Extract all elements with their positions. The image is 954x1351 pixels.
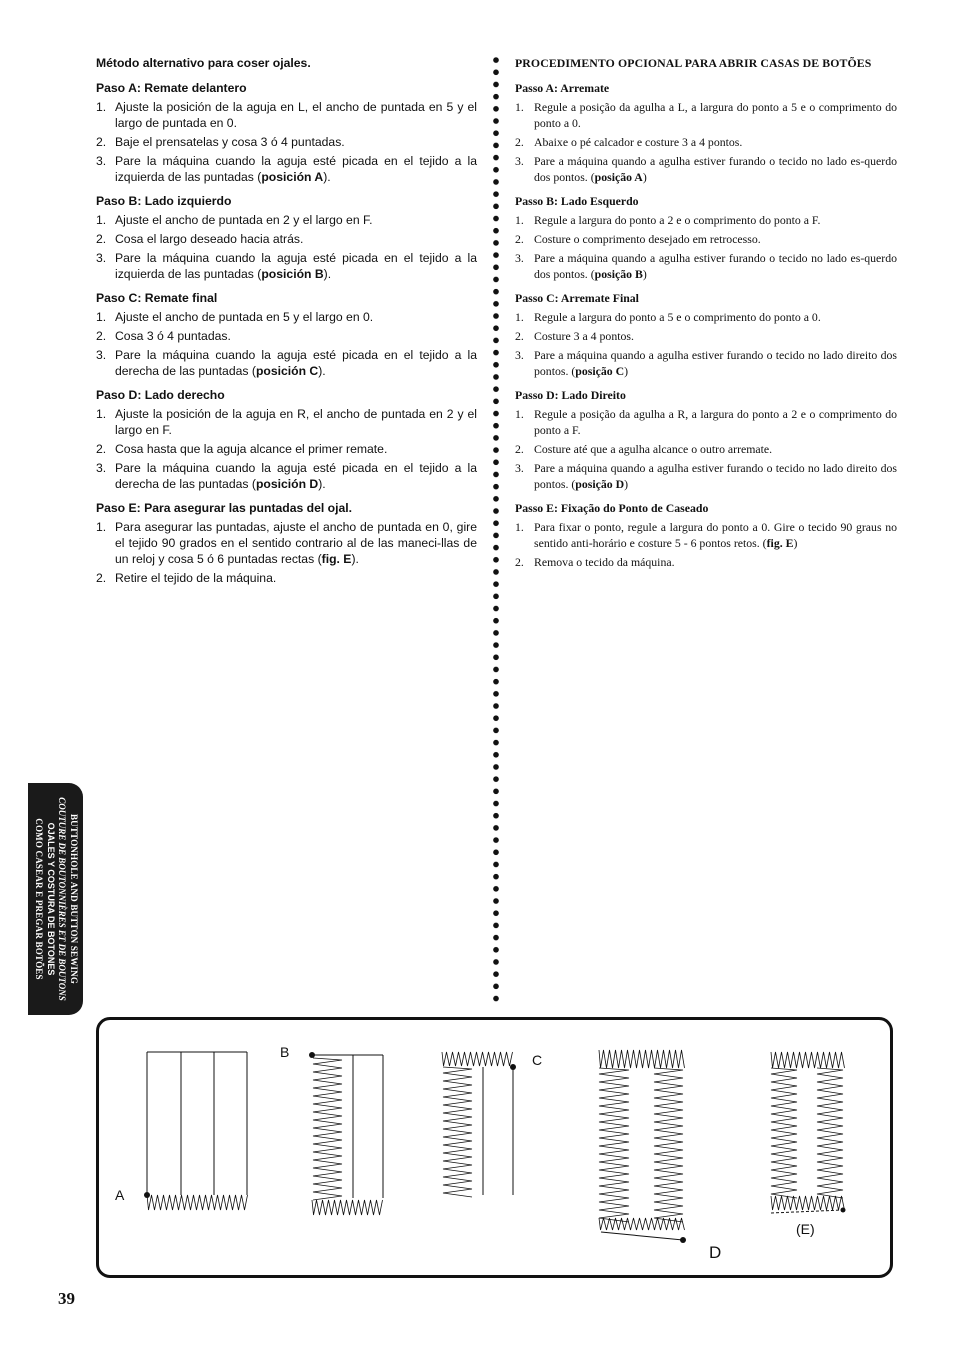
portuguese-column <box>515 55 897 578</box>
portuguese-step-item: 2. Remova o tecido da máquina. <box>515 555 675 569</box>
spanish-step-item: 2. Cosa 3 ó 4 puntadas. <box>96 329 231 343</box>
spanish-step-list <box>96 309 477 379</box>
portuguese-step-item: 2. Costure 3 a 4 pontos. <box>515 329 634 343</box>
column-divider <box>491 54 501 1004</box>
portuguese-step-item: 3. Pare a máquina quando a agulha estiver furando o tecido no lado direito dos pontos. (posição C) <box>515 348 897 378</box>
item-number: 1. <box>96 310 107 324</box>
buttonhole-figure <box>96 1017 893 1278</box>
portuguese-step <box>515 80 897 185</box>
position-reference: posição A <box>594 170 643 184</box>
position-reference: posição D <box>575 477 625 491</box>
portuguese-step-list <box>515 406 897 492</box>
portuguese-step-item: 1. Regule a largura do ponto a 2 e o comprimento do ponto a F. <box>515 213 821 227</box>
item-number: 1. <box>515 520 524 534</box>
figure-e <box>771 1052 845 1213</box>
item-number: 1. <box>515 100 524 114</box>
portuguese-step <box>515 500 897 570</box>
item-number: 3. <box>96 154 107 168</box>
item-number: 1. <box>96 100 107 114</box>
item-number: 1. <box>96 213 107 227</box>
side-tab-spanish: OJALES Y COSTURA DE BOTONES <box>45 822 56 976</box>
point-e-marker <box>841 1208 846 1213</box>
item-number: 2. <box>515 442 524 456</box>
portuguese-step <box>515 193 897 282</box>
portuguese-step-item: 3. Pare a máquina quando a agulha estiver furando o tecido no lado es-querdo dos pontos. (posição A) <box>515 154 897 184</box>
position-reference: posición A <box>261 170 324 184</box>
item-number: 2. <box>515 232 524 246</box>
portuguese-step-title: Passo D: Lado Direito <box>515 388 626 402</box>
spanish-step-item: 3. Pare la máquina cuando la aguja esté picada en el tejido a la derecha de las puntadas (posición C). <box>96 348 477 378</box>
spanish-step <box>96 290 477 379</box>
spanish-step-title: Paso A: Remate delantero <box>96 81 247 95</box>
portuguese-step-list <box>515 519 897 570</box>
spanish-column <box>96 55 477 594</box>
portuguese-steps <box>515 80 897 570</box>
portuguese-step-item: 1. Regule a posição da agulha a R, a largura do ponto a 2 e o comprimento do ponto a F. <box>515 407 897 437</box>
item-number: 2. <box>96 232 107 246</box>
portuguese-step <box>515 387 897 492</box>
item-number: 1. <box>515 310 524 324</box>
spanish-step <box>96 193 477 282</box>
spanish-step-item: 3. Pare la máquina cuando la aguja esté picada en el tejido a la izquierda de las puntadas (posición B). <box>96 251 477 281</box>
item-number: 2. <box>515 135 524 149</box>
position-reference: fig. E <box>766 536 794 550</box>
position-reference: posición B <box>261 267 324 281</box>
spanish-step-title: Paso D: Lado derecho <box>96 388 225 402</box>
item-number: 3. <box>515 154 524 168</box>
side-tab-text <box>33 788 79 1010</box>
spanish-step-item: 2. Cosa el largo deseado hacia atrás. <box>96 232 304 246</box>
side-tab-portuguese: COMO CASEAR E PREGAR BOTÕES <box>34 818 44 980</box>
label-b: B <box>280 1044 290 1060</box>
spanish-step-item: 3. Pare la máquina cuando la aguja esté picada en el tejido a la izquierda de las puntadas (posición A). <box>96 154 477 184</box>
figure-c-stitches <box>442 1052 513 1197</box>
item-number: 3. <box>515 348 524 362</box>
figure-d <box>599 1050 685 1240</box>
item-number: 3. <box>96 348 107 362</box>
item-number: 3. <box>515 461 524 475</box>
position-reference: posición C <box>255 364 319 378</box>
spanish-step-item: 1. Ajuste el ancho de puntada en 5 y el largo en 0. <box>96 310 374 324</box>
spanish-step-list <box>96 519 477 586</box>
spanish-title: Método alternativo para coser ojales. <box>96 56 311 70</box>
portuguese-step-title: Passo E: Fixação do Ponto de Caseado <box>515 501 709 515</box>
portuguese-step-item: 3. Pare a máquina quando a agulha estiver furando o tecido no lado es-querdo dos pontos. (posição B) <box>515 251 897 281</box>
side-tab-french: COUTURE DE BOUTONNIÈRES ET DE BOUTONS <box>57 797 67 1001</box>
spanish-step-item: 3. Pare la máquina cuando la aguja esté picada en el tejido a la derecha de las puntadas (posición D). <box>96 461 477 491</box>
item-number: 3. <box>96 461 107 475</box>
item-number: 2. <box>96 329 107 343</box>
figure-a-remate <box>147 1195 248 1210</box>
position-reference: fig. E <box>321 552 352 566</box>
figure-b <box>312 1055 383 1215</box>
portuguese-step-title: Passo A: Arremate <box>515 81 610 95</box>
spanish-step-list <box>96 406 477 492</box>
item-number: 1. <box>96 407 107 421</box>
figure-d-stitches <box>599 1050 685 1230</box>
portuguese-step <box>515 290 897 379</box>
section-side-tab <box>28 783 83 1015</box>
portuguese-step-item: 1. Regule a largura do ponto a 5 e o comprimento do ponto a 0. <box>515 310 821 324</box>
spanish-step-item: 2. Retire el tejido de la máquina. <box>96 571 277 585</box>
spanish-step-title: Paso C: Remate final <box>96 291 218 305</box>
spanish-steps <box>96 80 477 586</box>
portuguese-step-title: Passo C: Arremate Final <box>515 291 639 305</box>
spanish-step <box>96 387 477 492</box>
item-number: 2. <box>96 135 107 149</box>
item-number: 2. <box>96 571 107 585</box>
portuguese-step-list <box>515 309 897 379</box>
portuguese-step-item: 2. Costure o comprimento desejado em retrocesso. <box>515 232 761 246</box>
spanish-step-item: 2. Cosa hasta que la aguja alcance el primer remate. <box>96 442 388 456</box>
spanish-step-list <box>96 212 477 282</box>
figure-b-stitches <box>312 1058 383 1215</box>
label-d: D <box>709 1243 722 1262</box>
figure-a <box>147 1052 248 1210</box>
item-number: 1. <box>515 407 524 421</box>
item-number: 1. <box>515 213 524 227</box>
portuguese-step-item: 1. Para fixar o ponto, regule a largura do ponto a 0. Gire o tecido 90 graus no sentido anti-horário e costure 5 - 6 pontos retos. (fig. E) <box>515 520 897 550</box>
spanish-step-item: 1. Ajuste el ancho de puntada en 2 y el largo en F. <box>96 213 373 227</box>
position-reference: posição B <box>594 267 643 281</box>
figure-c <box>442 1052 513 1197</box>
spanish-step-list <box>96 99 477 185</box>
position-reference: posição C <box>575 364 625 378</box>
point-d-marker <box>680 1237 686 1243</box>
position-reference: posición D <box>255 477 319 491</box>
spanish-step-title: Paso B: Lado izquierdo <box>96 194 232 208</box>
spanish-step <box>96 500 477 586</box>
buttonhole-diagram <box>99 1020 896 1281</box>
point-b-marker <box>309 1052 315 1058</box>
portuguese-step-item: 3. Pare a máquina quando a agulha estiver furando o tecido no lado direito dos pontos. (posição D) <box>515 461 897 491</box>
item-number: 2. <box>96 442 107 456</box>
item-number: 3. <box>96 251 107 265</box>
label-e: (E) <box>796 1221 815 1237</box>
label-c: C <box>532 1052 543 1068</box>
point-a-marker <box>144 1192 150 1198</box>
portuguese-step-list <box>515 99 897 185</box>
spanish-step-item: 1. Ajuste la posición de la aguja en L, el ancho de puntada en 5 y el largo de puntada en 0. <box>96 100 477 130</box>
portuguese-title: PROCEDIMENTO OPCIONAL PARA ABRIR CASAS DE BOTÕES <box>515 56 872 70</box>
portuguese-step-list <box>515 212 897 282</box>
spanish-step-title: Paso E: Para asegurar las puntadas del ojal. <box>96 501 353 515</box>
item-number: 2. <box>515 555 524 569</box>
item-number: 2. <box>515 329 524 343</box>
spanish-step-item: 2. Baje el prensatelas y cosa 3 ó 4 puntadas. <box>96 135 345 149</box>
point-c-marker <box>510 1064 516 1070</box>
figure-e-stitches <box>771 1052 845 1210</box>
spanish-step-item: 1. Para asegurar las puntadas, ajuste el ancho de puntada en 0, gire el tejido 90 grados en el sentido contrario al de las maneci-llas de un reloj y cosa 5 ó 6 puntadas rectas (fig. E). <box>96 520 477 566</box>
spanish-step-item: 1. Ajuste la posición de la aguja en R, el ancho de puntada en 2 y el largo en F. <box>96 407 477 437</box>
spanish-step <box>96 80 477 185</box>
item-number: 3. <box>515 251 524 265</box>
portuguese-step-item: 1. Regule a posição da agulha a L, a largura do ponto a 5 e o comprimento do ponto a 0. <box>515 100 897 130</box>
portuguese-step-title: Passo B: Lado Esquerdo <box>515 194 639 208</box>
page-number: 39 <box>58 1289 75 1308</box>
label-a: A <box>115 1187 125 1203</box>
item-number: 1. <box>96 520 107 534</box>
portuguese-step-item: 2. Abaixe o pé calcador e costure 3 a 4 pontos. <box>515 135 743 149</box>
portuguese-step-item: 2. Costure até que a agulha alcance o outro arremate. <box>515 442 773 456</box>
side-tab-english: BUTTONHOLE AND BUTTON SEWING <box>68 813 79 985</box>
